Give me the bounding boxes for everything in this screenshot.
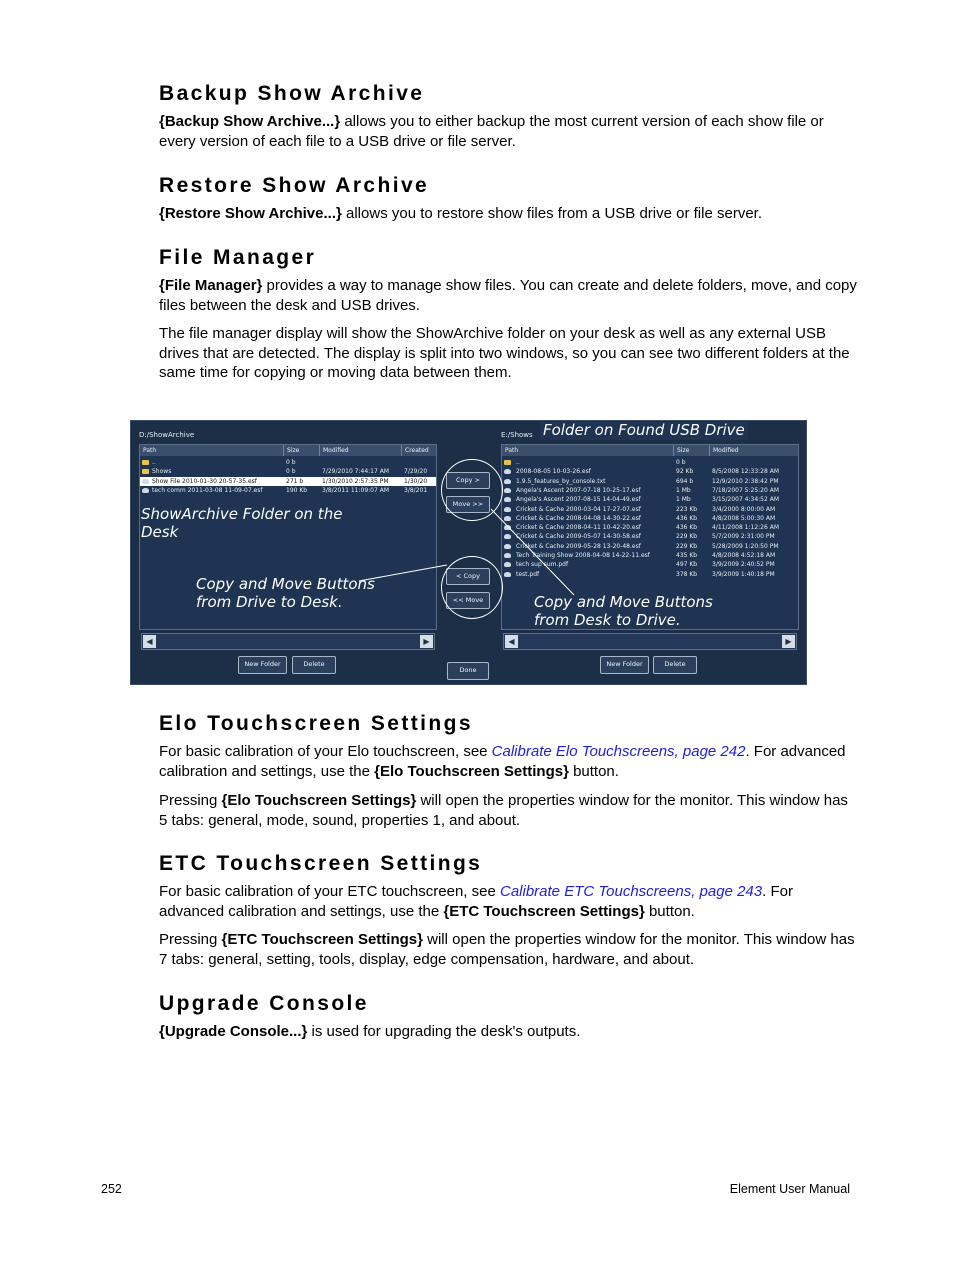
cell-modified: 8/5/2008 12:33:28 AM — [712, 468, 779, 476]
heading-file-manager: File Manager — [159, 246, 317, 269]
left-col-created[interactable]: Created — [402, 445, 437, 456]
left-col-size[interactable]: Size — [284, 445, 320, 456]
note-drive-to-desk: Copy and Move Buttons from Drive to Desk. — [196, 575, 375, 611]
heading-backup-show-archive: Backup Show Archive — [159, 82, 425, 105]
cell-size: 223 Kb — [676, 505, 698, 513]
calibrate-etc-link[interactable]: Calibrate ETC Touchscreens, page 243 — [500, 883, 763, 900]
file-manager-paragraph-2: The file manager display will show the ShowArchive folder on your desk as well as any external USB drives that are detected. The display is split into two windows, so you can see two different folders at the same time for copying or moving data between them. — [159, 325, 850, 382]
left-col-modified[interactable]: Modified — [320, 445, 402, 456]
cell-modified: 7/29/2010 7:44:17 AM — [322, 468, 389, 476]
right-new-folder-button[interactable]: New Folder — [600, 656, 649, 674]
cell-name: Cricket & Cache 2008-04-11 10-42-20.esf — [516, 524, 641, 532]
elo-paragraph-1: For basic calibration of your Elo touchscreen, see Calibrate Elo Touchscreens, page 242. For advanced calibration and settings, use the {Elo Touchscreen Settings} button. — [159, 743, 846, 780]
copy-left-button[interactable]: < Copy — [446, 568, 490, 585]
left-delete-button[interactable]: Delete — [292, 656, 336, 674]
right-pane-path: E:/Shows — [501, 431, 533, 439]
cell-size: 497 Kb — [676, 561, 698, 569]
cell-size: 229 Kb — [676, 542, 698, 550]
cell-name: tech comm 2011-03-08 11-09-07.esf — [152, 486, 263, 494]
right-col-size[interactable]: Size — [674, 445, 710, 456]
cell-name: Cricket & Cache 2000-03-04 17-27-07.esf — [516, 505, 641, 513]
cell-modified: 7/18/2007 5:25:20 AM — [712, 486, 779, 494]
cell-modified: 5/28/2009 1:20:50 PM — [712, 542, 779, 550]
cell-name: Cricket & Cache 2008-04-08 14-30-22.esf — [516, 514, 641, 522]
cell-created: 1/30/20 — [404, 477, 428, 485]
copy-right-button[interactable]: Copy > — [446, 472, 490, 489]
cell-modified: 3/15/2007 4:34:52 AM — [712, 496, 779, 504]
cell-name: .. — [516, 459, 520, 466]
etc-paragraph-1: For basic calibration of your ETC touchscreen, see Calibrate ETC Touchscreens, page 243. For advanced calibration and settings, use the {ETC Touchscreen Settings} button. — [159, 883, 793, 920]
scroll-right-icon[interactable]: ▶ — [420, 635, 433, 648]
left-col-path[interactable]: Path — [140, 445, 284, 456]
cell-size: 92 Kb — [676, 468, 694, 476]
cell-name: Angela's Ascent 2007-08-15 14-04-49.esf — [516, 496, 641, 504]
cell-size: 694 b — [676, 477, 694, 485]
cell-name: Cricket & Cache 2009-05-07 14-30-58.esf — [516, 533, 641, 541]
note-desk-folder: ShowArchive Folder on the Desk — [141, 505, 343, 541]
note-desk-to-drive: Copy and Move Buttons from Desk to Drive. — [534, 593, 713, 629]
cell-modified: 1/30/2010 2:57:35 PM — [322, 477, 389, 485]
scroll-left-icon[interactable]: ◀ — [143, 635, 156, 648]
file-manager-paragraph: {File Manager} provides a way to manage show files. You can create and delete folders, move, and copy files between the desk and USB drives. — [159, 277, 857, 314]
cell-name: Cricket & Cache 2009-05-28 13-20-48.esf — [516, 542, 641, 550]
left-pane-path: D:/ShowArchive — [139, 431, 195, 439]
backup-paragraph: {Backup Show Archive...} allows you to either backup the most current version of each show file or every version of each file to a USB drive or file server. — [159, 113, 824, 150]
cell-modified: 12/9/2010 2:38:42 PM — [712, 477, 779, 485]
heading-etc-touchscreen-settings: ETC Touchscreen Settings — [159, 852, 483, 875]
cell-name: Tech Training Show 2008-04-08 14-22-11.esf — [516, 552, 650, 559]
upgrade-paragraph: {Upgrade Console...} is used for upgrading the desk's outputs. — [159, 1023, 581, 1040]
cell-created: 3/8/201 — [404, 486, 428, 494]
cell-size: 1 Mb — [676, 496, 691, 504]
cell-created: 7/29/20 — [404, 468, 428, 476]
elo-paragraph-2: Pressing {Elo Touchscreen Settings} will open the properties window for the monitor. This window has 5 tabs: general, mode, sound, properties 1, and about. — [159, 792, 848, 829]
right-col-path[interactable]: Path — [502, 445, 674, 456]
cell-name: test.pdf — [516, 570, 540, 578]
cell-name: Shows — [152, 468, 172, 476]
scroll-left-icon[interactable]: ◀ — [505, 635, 518, 648]
cell-modified: 3/9/2009 2:40:52 PM — [712, 561, 775, 569]
left-new-folder-button[interactable]: New Folder — [238, 656, 287, 674]
cell-size: 435 Kb — [676, 552, 698, 559]
cell-modified: 3/4/2000 8:00:00 AM — [712, 505, 776, 513]
cell-modified: 4/8/2008 5:00:30 AM — [712, 514, 776, 522]
cell-name: Angela's Ascent 2007-07-18 10-25-17.esf — [516, 486, 641, 494]
cell-size: 190 Kb — [286, 486, 308, 494]
note-usb-folder: Folder on Found USB Drive — [540, 422, 748, 440]
etc-paragraph-2: Pressing {ETC Touchscreen Settings} will open the properties window for the monitor. This window has 7 tabs: general, setting, tools, display, edge compensation, hardware, and about. — [159, 931, 855, 968]
manual-title: Element User Manual — [729, 1182, 850, 1196]
scroll-right-icon[interactable]: ▶ — [782, 635, 795, 648]
cell-name: 2008-08-05 10-03-26.esf — [516, 468, 591, 476]
move-left-button[interactable]: << Move — [446, 592, 490, 609]
heading-upgrade-console: Upgrade Console — [159, 992, 369, 1015]
cell-size: 0 b — [286, 468, 296, 476]
heading-restore-show-archive: Restore Show Archive — [159, 174, 430, 197]
right-delete-button[interactable]: Delete — [653, 656, 697, 674]
move-right-button[interactable]: Move >> — [446, 496, 490, 513]
cell-name: Show File 2010-01-30 20-57-35.esf — [152, 477, 257, 485]
right-col-modified[interactable]: Modified — [710, 445, 799, 456]
page-number: 252 — [101, 1182, 122, 1196]
cell-modified: 4/8/2008 4:52:18 AM — [712, 552, 776, 559]
restore-paragraph: {Restore Show Archive...} allows you to restore show files from a USB drive or file server. — [159, 205, 762, 222]
cell-size: 436 Kb — [676, 524, 698, 532]
file-manager-screenshot — [130, 420, 807, 685]
callout-line-desk-to-drive — [491, 509, 574, 595]
cell-name: 1.9.5_features_by_console.txt — [516, 477, 606, 485]
cell-size: 271 b — [286, 477, 304, 485]
cell-size: 0 b — [286, 459, 296, 466]
cell-modified: 3/8/2011 11:09:07 AM — [322, 486, 389, 494]
calibrate-elo-link[interactable]: Calibrate Elo Touchscreens, page 242 — [491, 743, 746, 760]
cell-size: 1 Mb — [676, 486, 691, 494]
cell-size: 229 Kb — [676, 533, 698, 541]
callout-lines — [131, 421, 808, 686]
cell-modified: 4/11/2008 1:12:26 AM — [712, 524, 779, 532]
done-button[interactable]: Done — [447, 662, 489, 680]
cell-name: .. — [152, 459, 156, 466]
cell-modified: 3/9/2009 1:40:18 PM — [712, 570, 775, 578]
cell-modified: 5/7/2009 2:31:00 PM — [712, 533, 775, 541]
cell-name: tech sup sum.pdf — [516, 561, 569, 569]
heading-elo-touchscreen-settings: Elo Touchscreen Settings — [159, 712, 473, 735]
cell-size: 436 Kb — [676, 514, 698, 522]
cell-size: 378 Kb — [676, 570, 698, 578]
cell-size: 0 b — [676, 459, 686, 466]
